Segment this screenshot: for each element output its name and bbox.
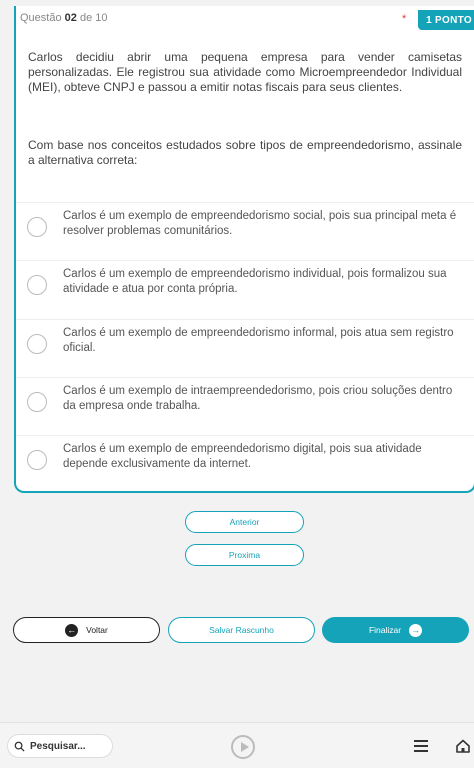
search-placeholder: Pesquisar... bbox=[30, 740, 86, 752]
arrow-left-icon: ← bbox=[67, 624, 77, 635]
radio-button[interactable] bbox=[27, 334, 47, 354]
taskbar bbox=[0, 722, 474, 768]
search-icon bbox=[14, 741, 25, 752]
radio-button[interactable] bbox=[27, 450, 47, 470]
back-label: Voltar bbox=[86, 625, 108, 635]
question-counter bbox=[20, 12, 108, 24]
back-button[interactable] bbox=[13, 617, 160, 643]
previous-button[interactable]: Anterior bbox=[185, 511, 304, 533]
points-badge: 1 PONTO bbox=[418, 10, 474, 30]
required-mark: * bbox=[402, 13, 407, 25]
search-input[interactable] bbox=[7, 734, 113, 758]
option-a[interactable] bbox=[16, 202, 474, 260]
option-e[interactable] bbox=[16, 435, 474, 493]
arrow-right-icon: → bbox=[411, 624, 421, 635]
finish-label: Finalizar bbox=[368, 625, 402, 635]
option-text: Carlos é um exemplo de empreendedorismo informal, pois atua sem registro oficial. bbox=[63, 327, 454, 354]
menu-icon[interactable] bbox=[414, 740, 428, 752]
question-number: 02 bbox=[64, 12, 77, 24]
option-b[interactable] bbox=[16, 260, 474, 318]
finish-button[interactable] bbox=[322, 617, 469, 643]
question-prompt: Com base nos conceitos estudados sobre tipos de empreendedorismo, assinale a alternativa correta: bbox=[28, 138, 462, 167]
play-icon[interactable] bbox=[231, 735, 255, 759]
option-d[interactable] bbox=[16, 377, 474, 435]
radio-button[interactable] bbox=[27, 275, 47, 295]
option-text: Carlos é um exemplo de empreendedorismo individual, pois formalizou sua atividade e atua por conta própria. bbox=[63, 268, 447, 295]
next-button[interactable]: Proxima bbox=[185, 544, 304, 566]
save-draft-button[interactable] bbox=[168, 617, 315, 643]
question-card bbox=[14, 6, 474, 493]
home-icon[interactable] bbox=[455, 738, 471, 754]
option-text: Carlos é um exemplo de intraempreendedorismo, pois criou soluções dentro da empresa onde trabalha. bbox=[63, 385, 453, 412]
option-c[interactable] bbox=[16, 319, 474, 377]
radio-button[interactable] bbox=[27, 392, 47, 412]
option-text: Carlos é um exemplo de empreendedorismo social, pois sua principal meta é resolver problemas comunitários. bbox=[63, 210, 457, 237]
question-label: Questão bbox=[20, 12, 62, 24]
question-statement: Carlos decidiu abrir uma pequena empresa para vender camisetas personalizadas. Ele registrou sua atividade como Microempreendedor Individual (MEI), obteve CNPJ e passou a emitir notas fiscais para seus clientes. bbox=[28, 50, 462, 94]
save-draft-label: Salvar Rascunho bbox=[209, 625, 274, 635]
question-total: de 10 bbox=[79, 12, 108, 24]
question-header bbox=[16, 6, 474, 30]
radio-button[interactable] bbox=[27, 217, 47, 237]
option-text: Carlos é um exemplo de empreendedorismo digital, pois sua atividade depende exclusivamente da internet. bbox=[63, 443, 422, 470]
